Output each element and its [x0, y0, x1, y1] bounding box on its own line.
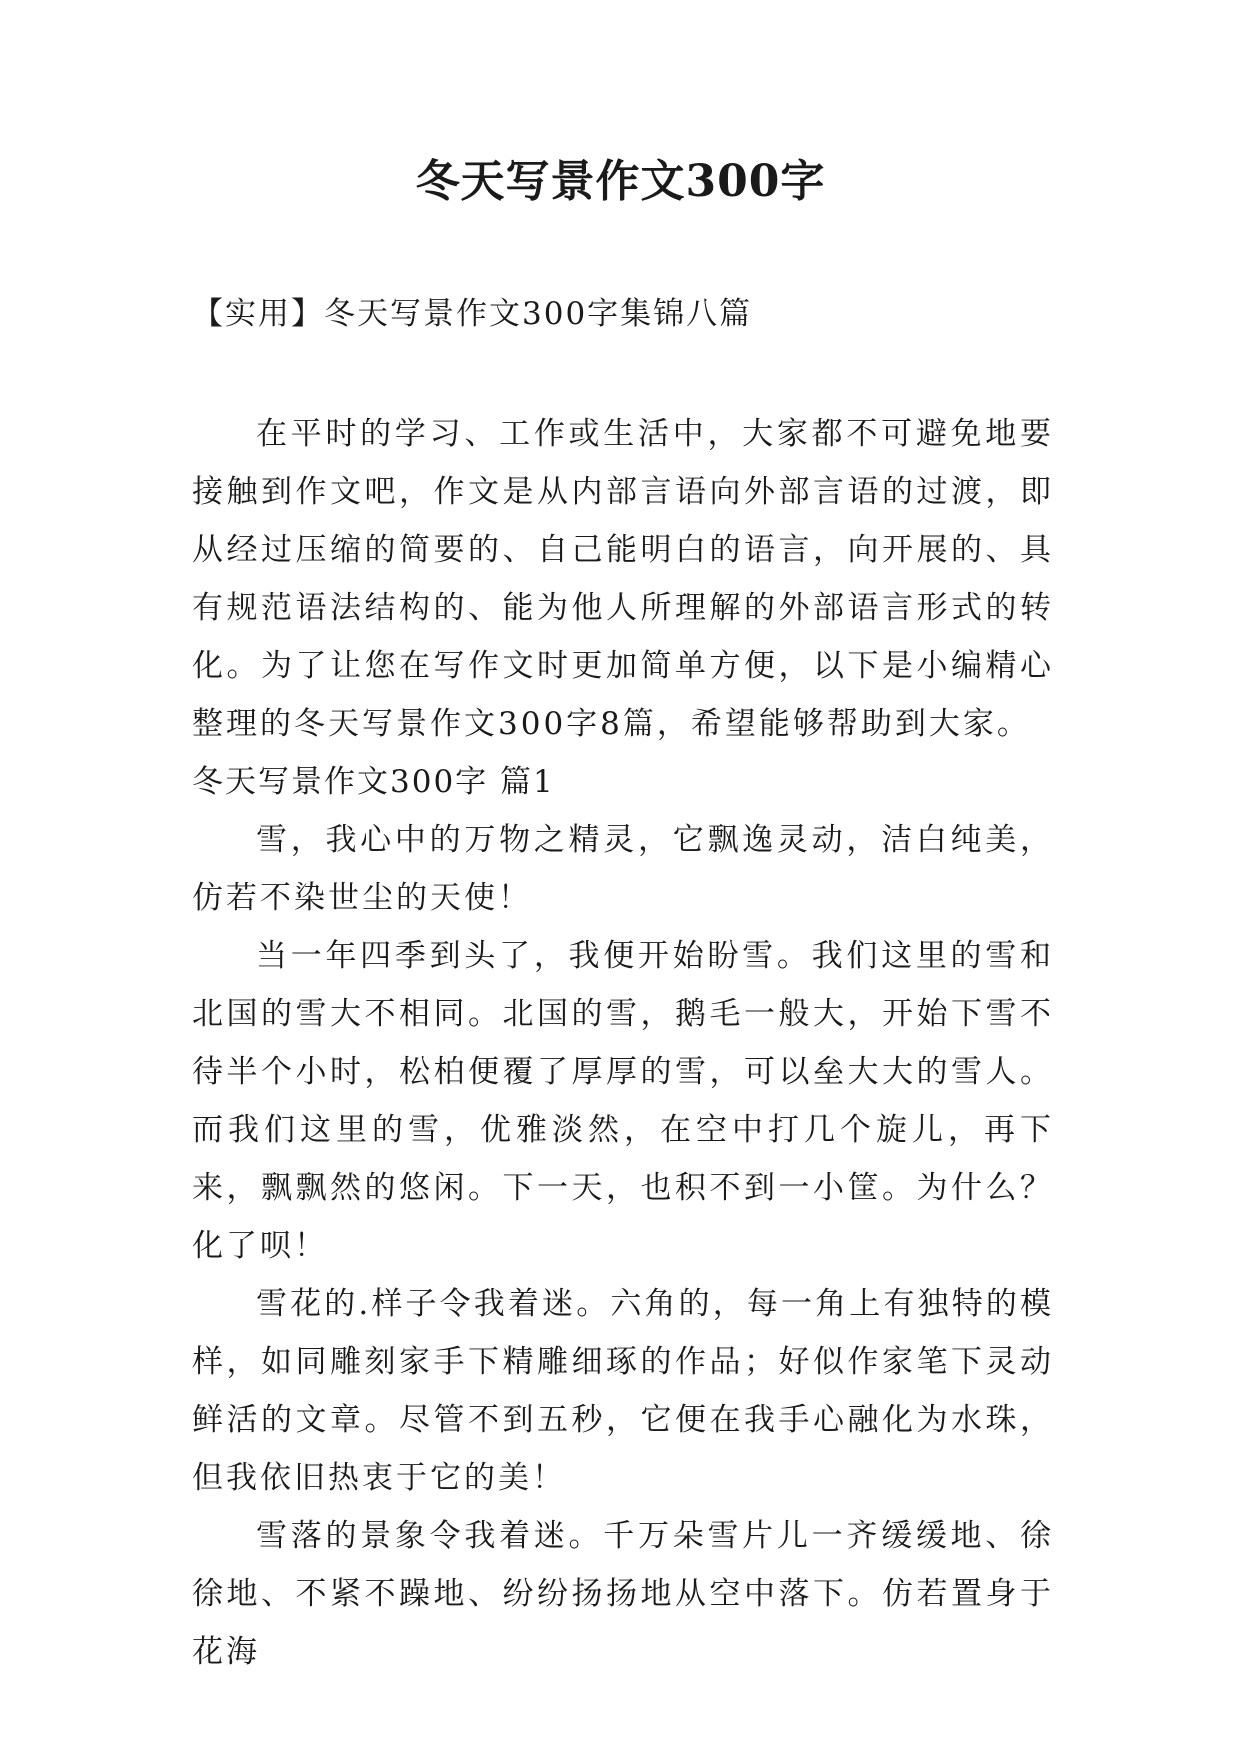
section-heading: 冬天写景作文300字 篇1 — [192, 764, 555, 800]
body-paragraph: 雪花的.样子令我着迷。六角的，每一角上有独特的模样，如同雕刻家手下精雕细琢的作品；好似作家笔下灵动鲜活的文章。尽管不到五秒，它便在我手心融化为水珠，但我依旧热衷于它的美！ — [192, 1286, 1054, 1496]
document-subtitle: 【实用】冬天写景作文300字集锦八篇 — [192, 296, 753, 332]
document-title: 冬天写景作文300字 — [415, 156, 826, 207]
intro-paragraph: 在平时的学习、工作或生活中，大家都不可避免地要接触到作文吧，作文是从内部言语向外部言语的过渡，即从经过压缩的简要的、自己能明白的语言，向开展的、具有规范语法结构的、能为他人所理解的外部语言形式的转化。为了让您在写作文时更加简单方便，以下是小编精心整理的冬天写景作文300字8篇，希望能够帮助到大家。 — [192, 416, 1054, 742]
document-body — [192, 405, 1054, 1681]
body-paragraph: 雪，我心中的万物之精灵，它飘逸灵动，洁白纯美，仿若不染世尘的天使！ — [192, 822, 1054, 916]
body-paragraph: 雪落的景象令我着迷。千万朵雪片儿一齐缓缓地、徐徐地、不紧不躁地、纷纷扬扬地从空中落下。仿若置身于花海 — [192, 1518, 1054, 1670]
body-paragraph: 当一年四季到头了，我便开始盼雪。我们这里的雪和北国的雪大不相同。北国的雪，鹅毛一般大，开始下雪不待半个小时，松柏便覆了厚厚的雪，可以垒大大的雪人。而我们这里的雪，优雅淡然，在空中打几个旋儿，再下来，飘飘然的悠闲。下一天，也积不到一小筐。为什么？化了呗！ — [192, 938, 1054, 1264]
